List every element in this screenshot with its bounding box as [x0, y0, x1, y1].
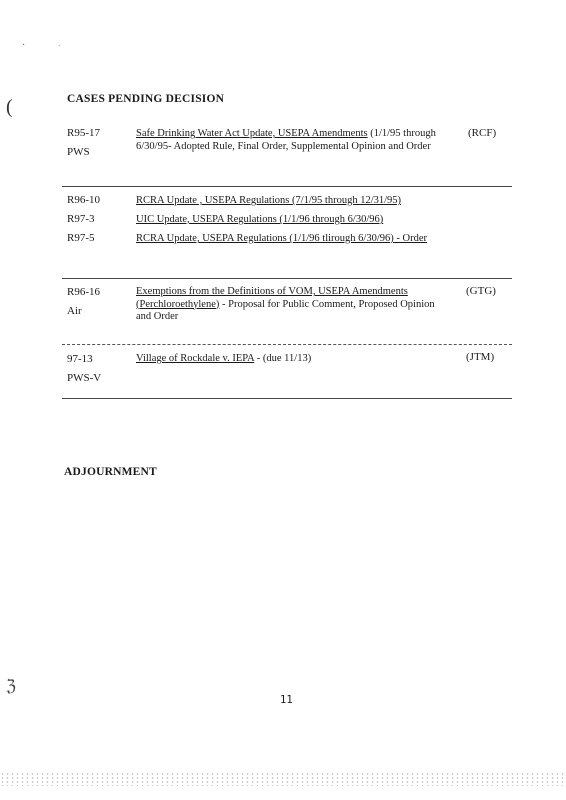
case-description-text: - Proposal for Public Comment, Proposed Opinion and Order [136, 298, 435, 322]
docket-number: R96-16 [67, 286, 100, 298]
case-divider [62, 186, 512, 187]
docket-number: R95-17 [67, 127, 100, 139]
docket-category: PWS-V [67, 372, 102, 384]
case-description [136, 286, 450, 324]
case-assignee-initials: (RCF) [468, 127, 497, 139]
docket-number: R97-5 [67, 232, 95, 244]
case-description [136, 353, 446, 366]
case-description-text: (1/1/95 through 6/30/95- Adopted Rule, Final Order, Supplemental Opinion and Order [136, 128, 436, 152]
case-description-text: - (due 11/13) [254, 353, 312, 364]
cases-pending-heading: CASES PENDING DECISION [67, 93, 225, 105]
page-number: 11 [280, 694, 293, 706]
case-description [136, 195, 446, 246]
case-assignee-initials: (GTG) [466, 285, 496, 297]
case-title-link[interactable]: Exemptions from the Definitions of VOM, USEPA Amendments (Perchloroethylene) [136, 286, 408, 310]
case-divider [62, 398, 512, 399]
case-title-link[interactable]: Village of Rockdale v. IEPA [136, 353, 255, 364]
case-docket-list [67, 283, 100, 321]
case-divider [62, 344, 512, 345]
case-title-link[interactable]: Safe Drinking Water Act Update, USEPA Amendments [136, 128, 368, 139]
case-divider [62, 278, 512, 279]
case-assignee-initials: (JTM) [466, 351, 495, 363]
scan-artifact-mark: ℨ [6, 678, 16, 695]
docket-number: R97-3 [67, 213, 95, 225]
case-docket-list [67, 350, 101, 388]
case-title-link[interactable]: RCRA Update , USEPA Regulations (7/1/95 through 12/31/95) [136, 195, 402, 206]
adjournment-heading: ADJOURNMENT [64, 466, 157, 478]
docket-category: PWS [67, 146, 90, 158]
case-docket-list [67, 124, 100, 162]
docket-number: 97-13 [67, 353, 93, 365]
scan-artifact-dot: · [58, 42, 61, 50]
docket-number: R96-10 [67, 194, 100, 206]
scan-noise-band [0, 772, 566, 786]
case-docket-list [67, 191, 100, 248]
docket-category: Air [67, 305, 82, 317]
case-description [136, 128, 446, 153]
scan-artifact-dot: · [22, 40, 26, 51]
scan-artifact-mark: ( [6, 96, 13, 118]
case-title-link[interactable]: UIC Update, USEPA Regulations (1/1/96 through 6/30/96) [136, 214, 384, 225]
case-title-link[interactable]: RCRA Update, USEPA Regulations (1/1/96 tlirough 6/30/96) - Order [136, 233, 427, 244]
